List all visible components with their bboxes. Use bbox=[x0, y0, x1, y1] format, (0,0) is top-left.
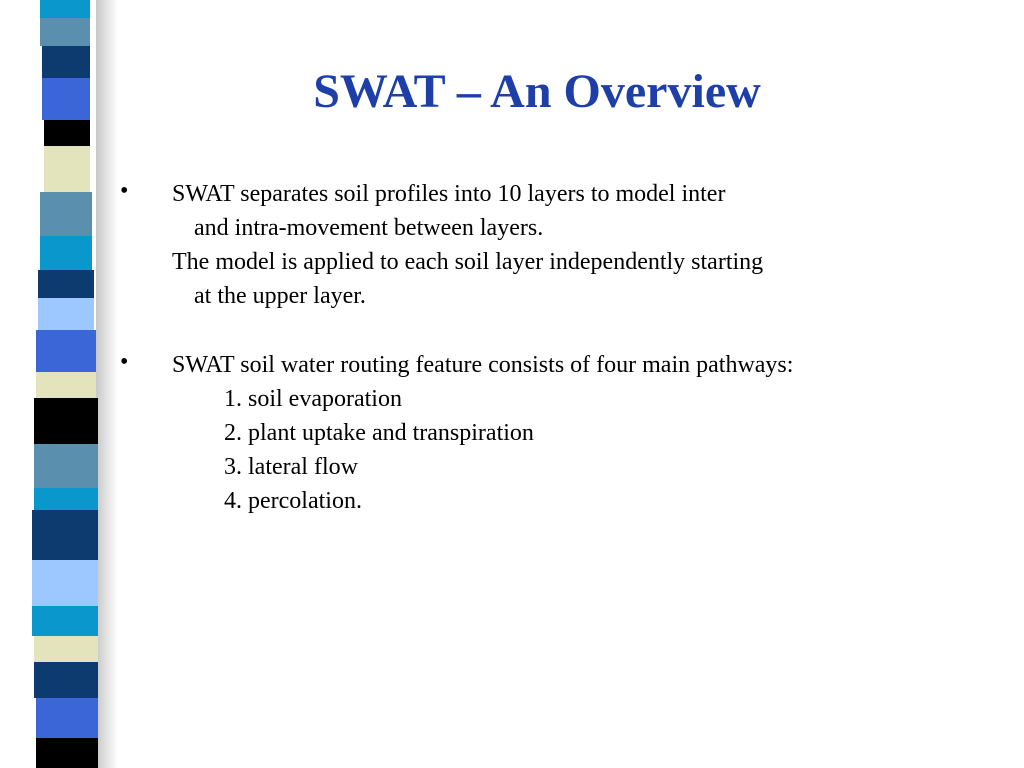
strip-block bbox=[36, 698, 98, 738]
bullet-text-line: at the upper layer. bbox=[194, 283, 366, 309]
slide-title: SWAT – An Overview bbox=[313, 65, 761, 118]
strip-block bbox=[40, 18, 90, 46]
strip-block bbox=[34, 636, 98, 662]
strip-block bbox=[32, 510, 98, 560]
strip-block bbox=[34, 662, 98, 698]
bullet-text-line: SWAT soil water routing feature consists of four main pathways: bbox=[172, 352, 794, 378]
strip-block bbox=[34, 488, 98, 510]
bullet-marker: • bbox=[120, 178, 129, 204]
strip-block bbox=[42, 46, 90, 78]
strip-block bbox=[36, 330, 96, 372]
sub-item: 3. lateral flow bbox=[224, 454, 358, 480]
sub-item: 4. percolation. bbox=[224, 488, 362, 514]
strip-block bbox=[34, 398, 98, 444]
strip-block bbox=[38, 270, 94, 298]
strip-block bbox=[40, 0, 90, 18]
strip-block bbox=[32, 606, 98, 636]
strip-block bbox=[38, 298, 94, 330]
strip-block bbox=[40, 192, 92, 236]
strip-block bbox=[34, 444, 98, 488]
bullet-text-line: The model is applied to each soil layer independently starting bbox=[172, 249, 764, 275]
strip-block bbox=[44, 120, 90, 146]
strip-block bbox=[40, 236, 92, 270]
sub-item: 1. soil evaporation bbox=[224, 386, 402, 412]
strip-block bbox=[42, 78, 90, 120]
bullet-text-line: SWAT separates soil profiles into 10 layers to model inter bbox=[172, 181, 726, 207]
bullet-marker: • bbox=[120, 349, 129, 375]
strip-block bbox=[44, 146, 90, 192]
sub-item: 2. plant uptake and transpiration bbox=[224, 420, 534, 446]
bullet-text-line: and intra-movement between layers. bbox=[194, 215, 544, 241]
strip-block bbox=[32, 560, 98, 606]
strip-block bbox=[36, 738, 98, 768]
strip-block bbox=[36, 372, 96, 398]
decorative-strip bbox=[30, 0, 100, 768]
